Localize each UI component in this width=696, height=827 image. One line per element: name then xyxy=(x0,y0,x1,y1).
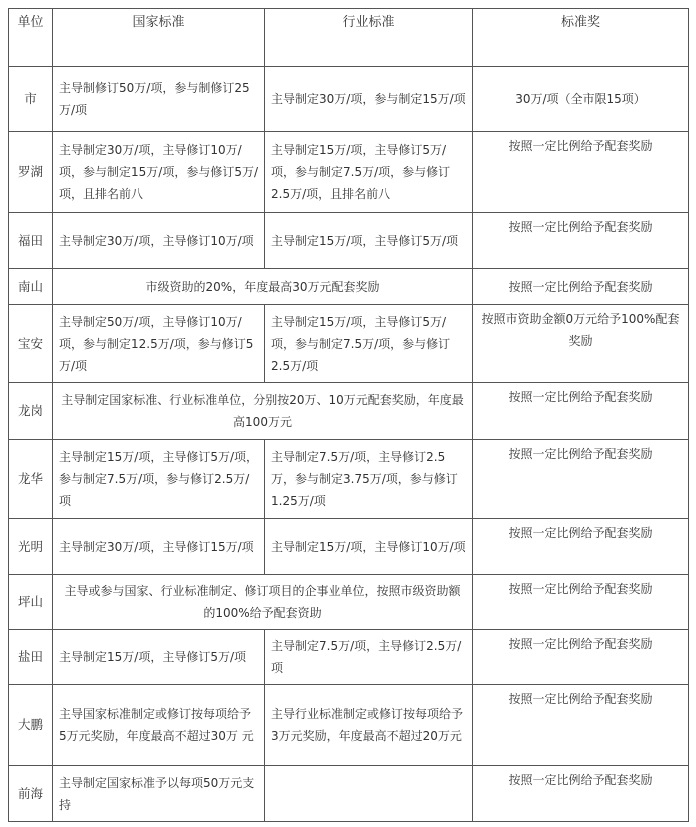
region-cell: 大鹏 xyxy=(9,685,53,766)
header-national: 国家标准 xyxy=(53,9,265,67)
award-cell: 按照一定比例给予配套奖励 xyxy=(473,575,689,630)
industry-cell: 主导制定7.5万/项，主导修订2.5万/项 xyxy=(265,630,473,685)
table-row xyxy=(9,440,689,519)
region-cell: 宝安 xyxy=(9,305,53,383)
industry-cell: 主导制定30万/项，参与制定15万/项 xyxy=(265,67,473,132)
header-row xyxy=(9,9,689,67)
award-cell: 按照一定比例给予配套奖励 xyxy=(473,440,689,519)
table-row xyxy=(9,685,689,766)
award-cell: 按照一定比例给予配套奖励 xyxy=(473,269,689,305)
industry-cell: 主导制定7.5万/项，主导修订2.5万，参与制定3.75万/项，参与修订1.25万/项 xyxy=(265,440,473,519)
region-cell: 市 xyxy=(9,67,53,132)
region-cell: 福田 xyxy=(9,213,53,269)
award-cell: 按照一定比例给予配套奖励 xyxy=(473,766,689,822)
table-row xyxy=(9,132,689,213)
industry-cell: 主导制定15万/项，主导修订10万/项 xyxy=(265,519,473,575)
award-cell: 按照一定比例给予配套奖励 xyxy=(473,519,689,575)
region-cell: 南山 xyxy=(9,269,53,305)
merged-cell: 主导或参与国家、行业标准制定、修订项目的企事业单位，按照市级资助额的100%给予配套资助 xyxy=(53,575,473,630)
region-cell: 前海 xyxy=(9,766,53,822)
national-cell: 主导制定30万/项，主导修订10万/项，参与制定15万/项，参与修订5万/项，且排名前八 xyxy=(53,132,265,213)
national-cell: 主导制修订50万/项，参与制修订25万/项 xyxy=(53,67,265,132)
standards-award-table xyxy=(8,8,689,822)
award-cell: 按照一定比例给予配套奖励 xyxy=(473,630,689,685)
table-row xyxy=(9,575,689,630)
national-cell: 主导制定15万/项，主导修订5万/项，参与制定7.5万/项，参与修订2.5万/项 xyxy=(53,440,265,519)
national-cell: 主导制定50万/项，主导修订10万/项，参与制定12.5万/项，参与修订5万/项 xyxy=(53,305,265,383)
industry-cell xyxy=(265,766,473,822)
award-cell: 30万/项（全市限15项） xyxy=(473,67,689,132)
industry-cell: 主导制定15万/项，主导修订5万/项，参与制定7.5万/项，参与修订2.5万/项，且排名前八 xyxy=(265,132,473,213)
national-cell: 主导制定15万/项，主导修订5万/项 xyxy=(53,630,265,685)
header-award: 标准奖 xyxy=(473,9,689,67)
header-unit: 单位 xyxy=(9,9,53,67)
merged-cell: 主导制定国家标准、行业标准单位，分别按20万、10万元配套奖励，年度最高100万元 xyxy=(53,383,473,440)
merged-cell: 市级资助的20%，年度最高30万元配套奖励 xyxy=(53,269,473,305)
award-cell: 按照市资助金额0万元给予100%配套奖励 xyxy=(473,305,689,383)
table-row xyxy=(9,305,689,383)
region-cell: 龙岗 xyxy=(9,383,53,440)
national-cell: 主导制定30万/项，主导修订10万/项 xyxy=(53,213,265,269)
table-row xyxy=(9,519,689,575)
table-row xyxy=(9,383,689,440)
award-cell: 按照一定比例给予配套奖励 xyxy=(473,383,689,440)
region-cell: 盐田 xyxy=(9,630,53,685)
region-cell: 罗湖 xyxy=(9,132,53,213)
table-row xyxy=(9,67,689,132)
region-cell: 龙华 xyxy=(9,440,53,519)
award-cell: 按照一定比例给予配套奖励 xyxy=(473,213,689,269)
table-row xyxy=(9,269,689,305)
table-row xyxy=(9,630,689,685)
award-cell: 按照一定比例给予配套奖励 xyxy=(473,132,689,213)
national-cell: 主导制定30万/项，主导修订15万/项 xyxy=(53,519,265,575)
table-row xyxy=(9,766,689,822)
award-cell: 按照一定比例给予配套奖励 xyxy=(473,685,689,766)
region-cell: 坪山 xyxy=(9,575,53,630)
header-industry: 行业标准 xyxy=(265,9,473,67)
national-cell: 主导制定国家标准予以每项50万元支持 xyxy=(53,766,265,822)
national-cell: 主导国家标准制定或修订按每项给予5万元奖励，年度最高不超过30万 元 xyxy=(53,685,265,766)
industry-cell: 主导制定15万/项，主导修订5万/项 xyxy=(265,213,473,269)
industry-cell: 主导行业标准制定或修订按每项给予3万元奖励，年度最高不超过20万元 xyxy=(265,685,473,766)
table-row xyxy=(9,213,689,269)
region-cell: 光明 xyxy=(9,519,53,575)
industry-cell: 主导制定15万/项，主导修订5万/项，参与制定7.5万/项，参与修订2.5万/项 xyxy=(265,305,473,383)
